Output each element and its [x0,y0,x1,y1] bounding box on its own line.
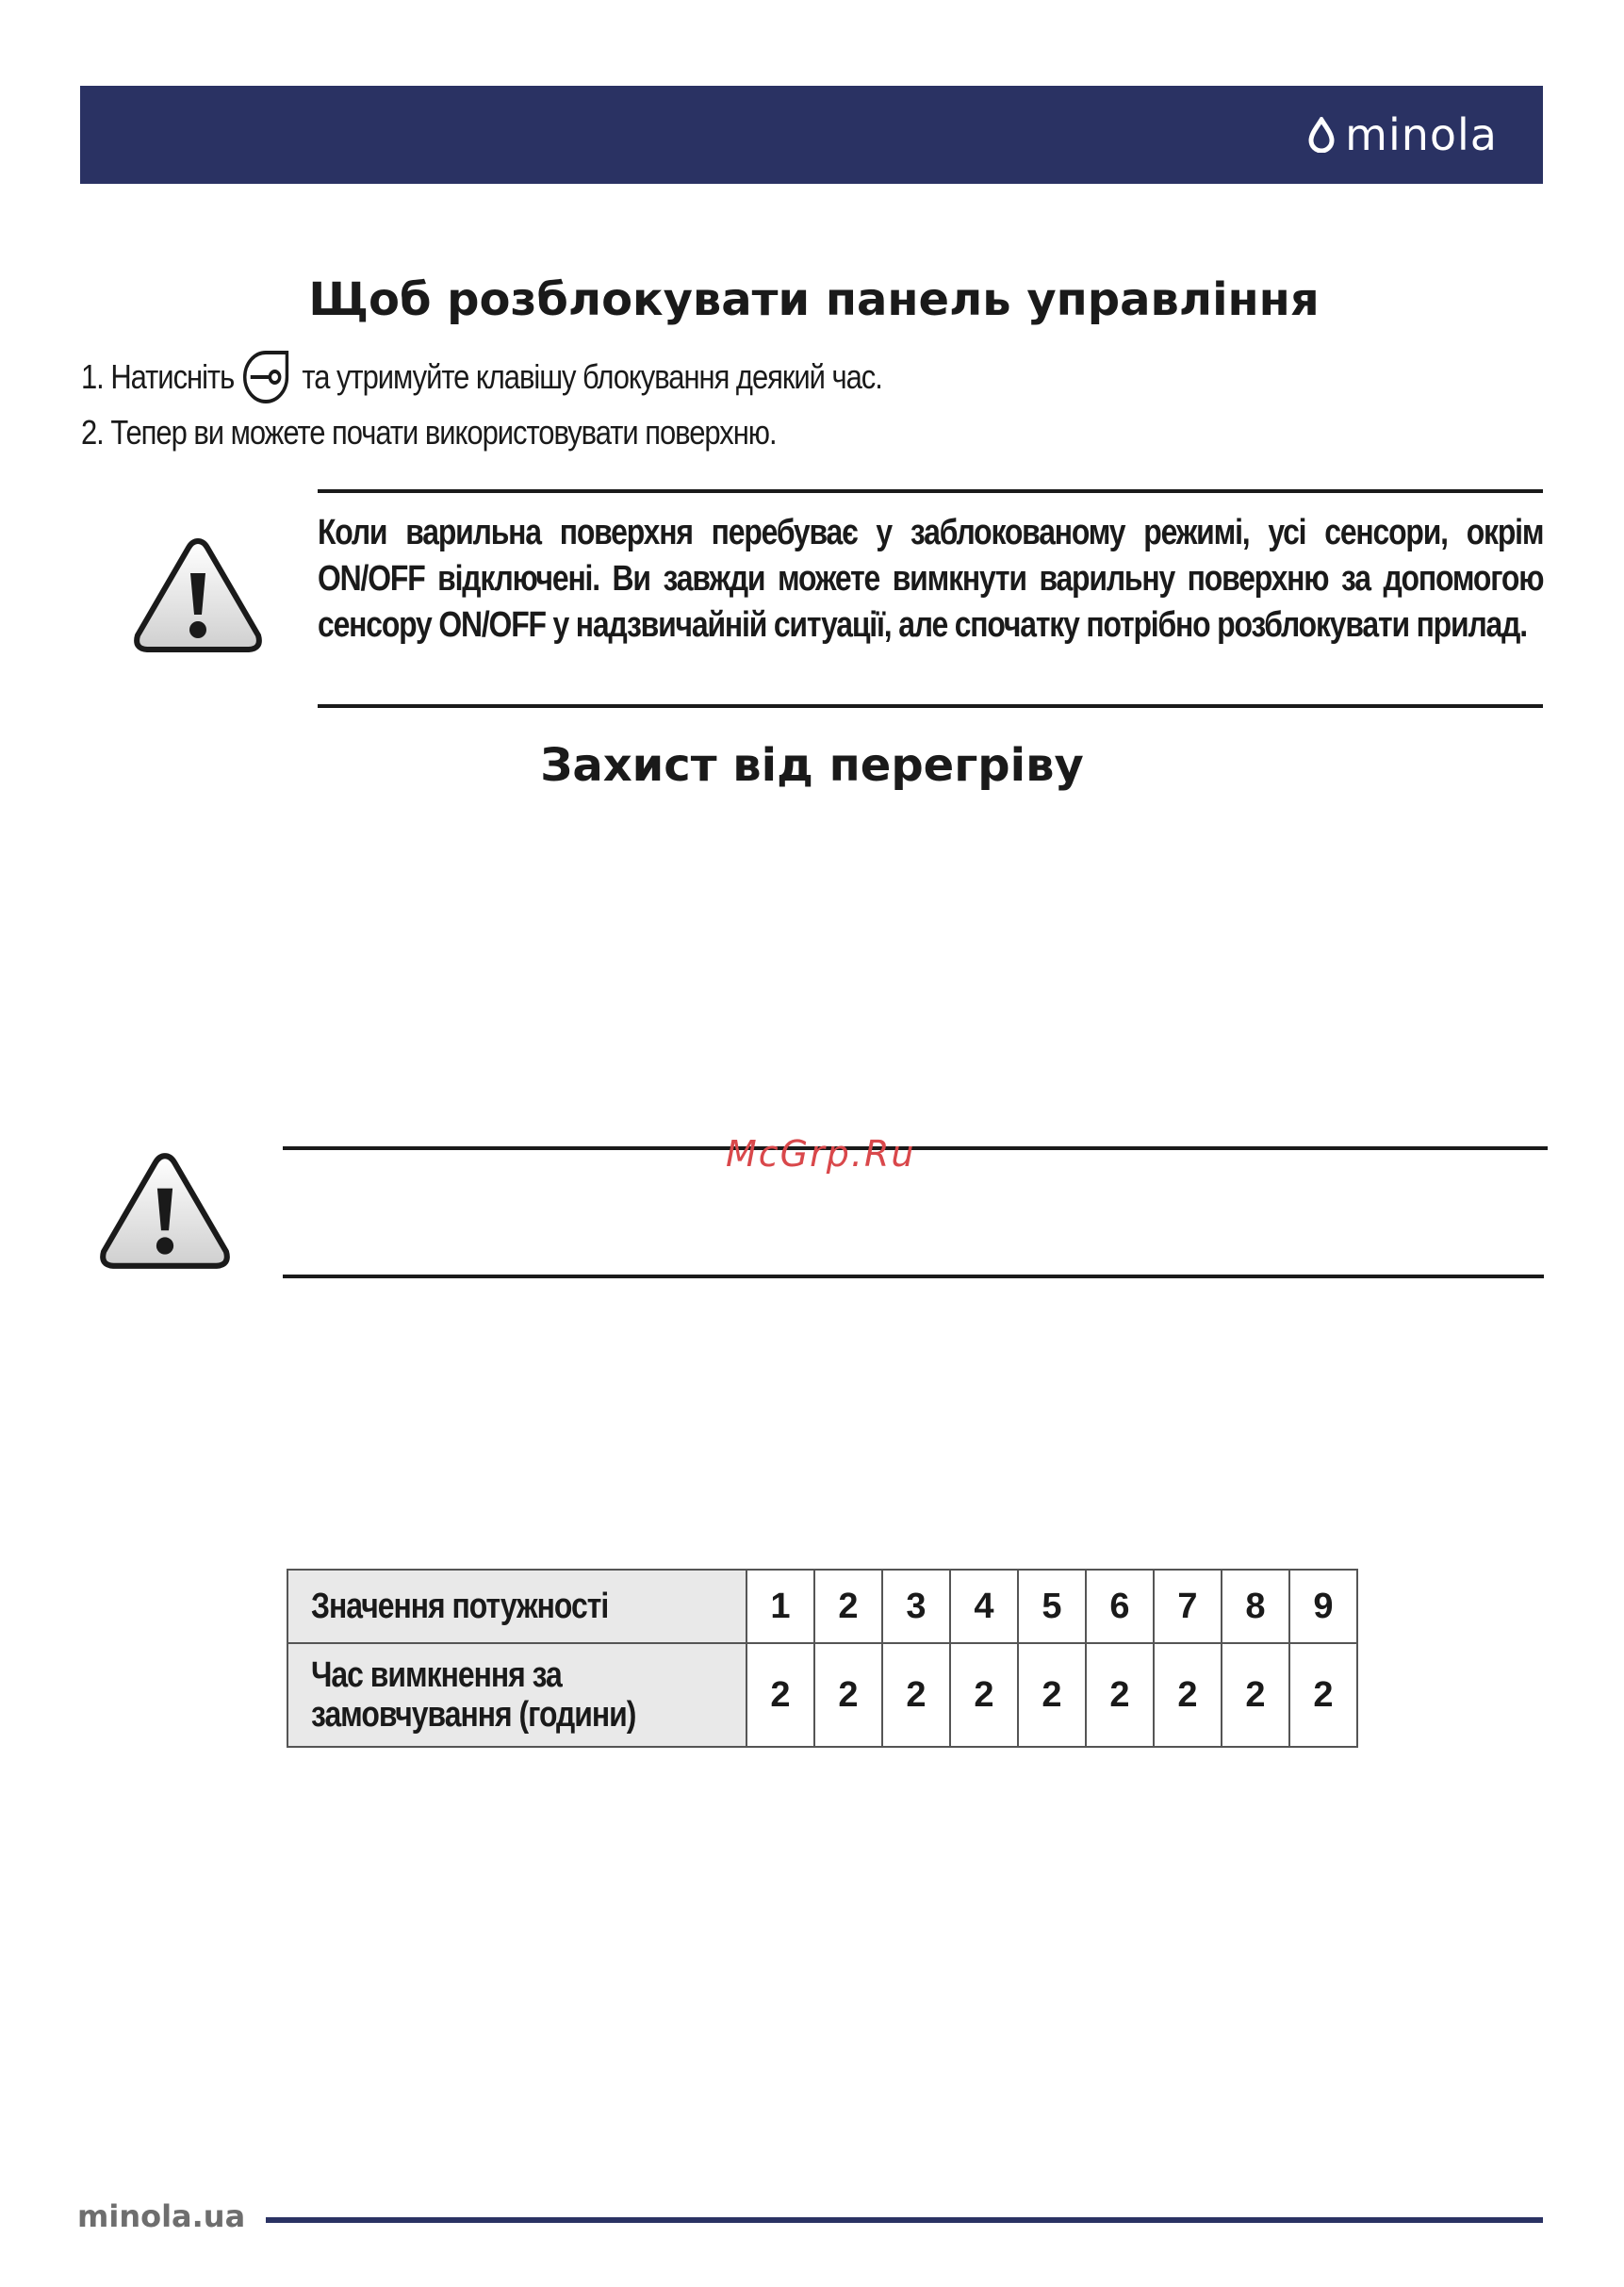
table-row [287,1643,1357,1747]
row-header-power: Значення потужності [287,1570,746,1643]
power-value: 3 [882,1570,950,1643]
step-2: 2. Тепер ви можете почати використовувати поверхню. [81,413,777,452]
power-value: 1 [746,1570,814,1643]
watermark: McGrp.Ru [726,1133,916,1175]
shutoff-value: 2 [1018,1643,1086,1747]
step-1 [81,349,882,405]
warning-triangle-icon [132,535,264,661]
power-value: 8 [1222,1570,1289,1643]
table-row [287,1570,1357,1643]
drop-icon [1307,117,1336,153]
shutoff-value: 2 [1154,1643,1222,1747]
power-value: 5 [1018,1570,1086,1643]
shutoff-value: 2 [882,1643,950,1747]
warning-1-text: Коли варильна поверхня перебуває у заблокованому режимі, усі сенсори, окрім ON/OFF відключені. Ви завжди можете вимкнути варильну поверхню за допомогою сенсору ON/OFF у надзвичайній ситуації, але спочатку потрібно розблокувати прилад. [318,513,1544,645]
shutoff-value: 2 [1222,1643,1289,1747]
brand-logo [1307,107,1498,163]
warning-2-bottom-rule [283,1275,1544,1278]
overheat-section-title: Захист від перегріву [540,739,1084,792]
unlock-steps [81,349,1012,460]
power-value: 7 [1154,1570,1222,1643]
power-table [287,1569,1358,1748]
step-1-before: 1. Натисніть [81,357,235,396]
unlock-section-title: Щоб розблокувати панель управління [308,273,1320,326]
row-header-shutoff: Час вимкнення за замовчування (години) [287,1643,746,1747]
power-value: 2 [814,1570,882,1643]
footer-rule [266,2217,1543,2223]
brand-name: minola [1345,109,1498,160]
step-1-after: та утримуйте клавішу блокування деякий час. [302,357,882,396]
power-value: 4 [950,1570,1018,1643]
power-value: 9 [1289,1570,1357,1643]
power-value: 6 [1086,1570,1154,1643]
shutoff-value: 2 [1289,1643,1357,1747]
shutoff-value: 2 [814,1643,882,1747]
shutoff-value: 2 [746,1643,814,1747]
warning-triangle-icon [98,1150,232,1277]
key-icon [238,349,292,405]
warning-box-1 [318,489,1543,708]
shutoff-value: 2 [1086,1643,1154,1747]
footer-website: minola.ua [77,2198,246,2234]
header-bar [80,86,1543,184]
shutoff-value: 2 [950,1643,1018,1747]
